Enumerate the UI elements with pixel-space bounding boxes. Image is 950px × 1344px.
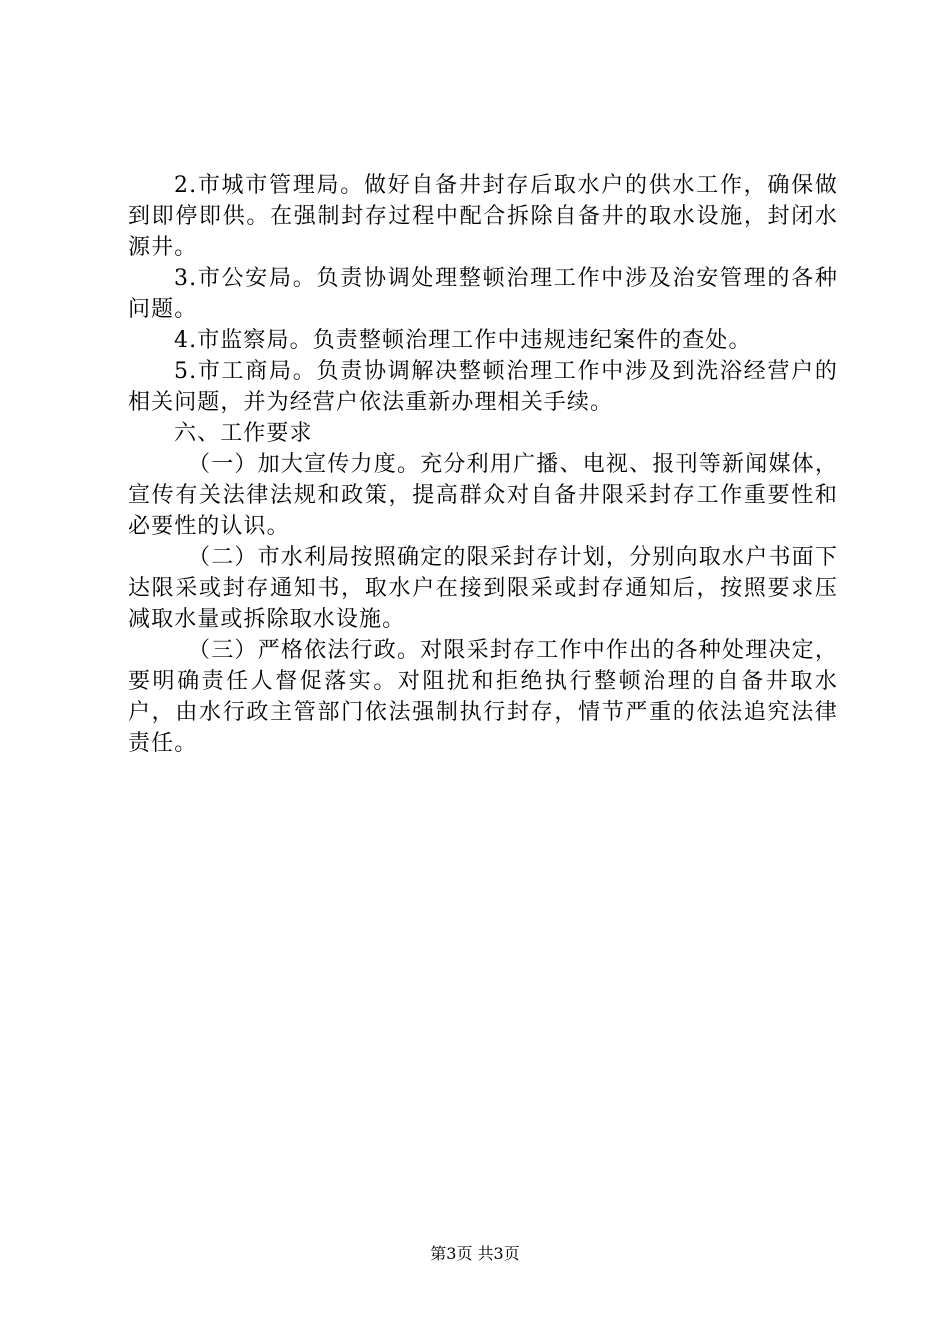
paragraph-requirement-1: （一）加大宣传力度。充分利用广播、电视、报刊等新闻媒体，宣传有关法律法规和政策，提高群众对自备井限采封存工作重要性和必要性的认识。 xyxy=(128,452,838,539)
paragraph-requirement-2: （二）市水利局按照确定的限采封存计划，分别向取水户书面下达限采或封存通知书，取水户在接到限采或封存通知后，按照要求压减取水量或拆除取水设施。 xyxy=(128,545,838,632)
page-number: 第3页 共3页 xyxy=(430,1244,520,1263)
page-footer xyxy=(0,1243,950,1265)
paragraph-supervision-bureau: 4.市监察局。负责整顿治理工作中违规违纪案件的查处。 xyxy=(174,328,752,353)
section-heading-work-requirements: 六、工作要求 xyxy=(174,421,313,446)
paragraph-city-management-bureau: 2.市城市管理局。做好自备井封存后取水户的供水工作，确保做到即停即供。在强制封存过程中配合拆除自备井的取水设施，封闭水源井。 xyxy=(128,173,838,260)
paragraph-public-security-bureau: 3.市公安局。负责协调处理整顿治理工作中涉及治安管理的各种问题。 xyxy=(128,266,838,322)
paragraph-requirement-3: （三）严格依法行政。对限采封存工作中作出的各种处理决定，要明确责任人督促落实。对阻扰和拒绝执行整顿治理的自备井取水户，由水行政主管部门依法强制执行封存，情节严重的依法追究法律责任。 xyxy=(128,638,838,756)
paragraph-industry-commerce-bureau: 5.市工商局。负责协调解决整顿治理工作中涉及到洗浴经营户的相关问题，并为经营户依法重新办理相关手续。 xyxy=(128,359,838,415)
document-body xyxy=(128,170,838,759)
